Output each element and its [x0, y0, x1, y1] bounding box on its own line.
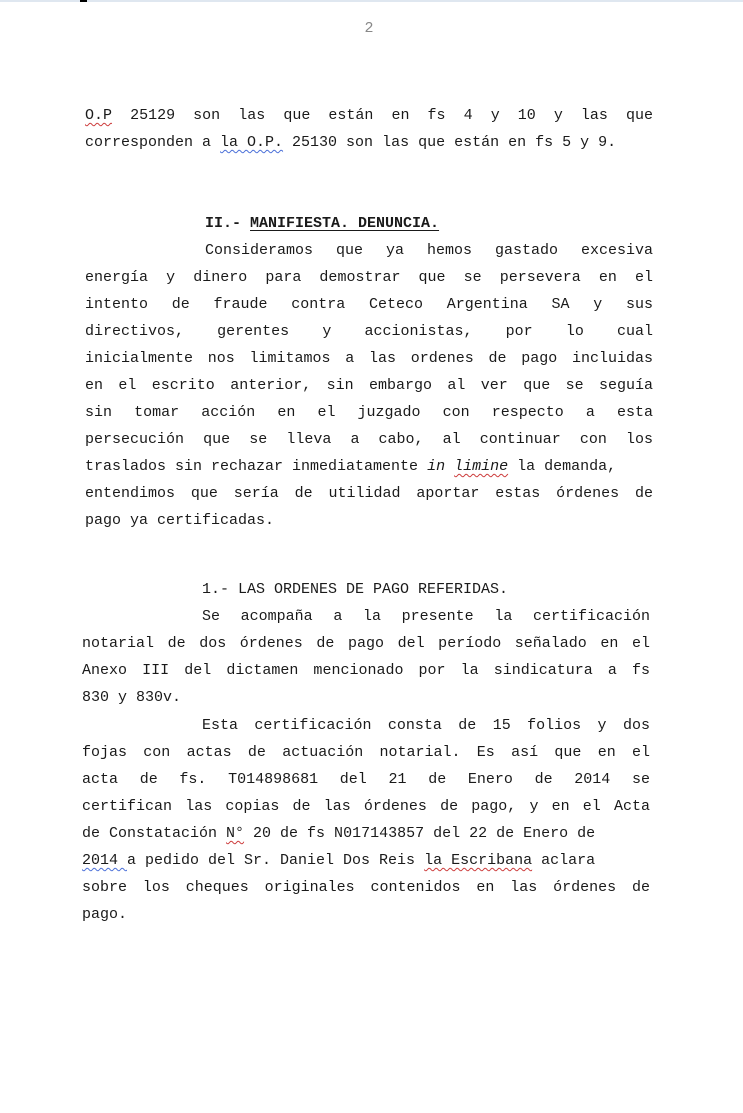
subsection-1-p2-line-4: certifican las copias de las órdenes de pago, y en el Acta: [82, 798, 650, 815]
subsection-1-p1-line-3: Anexo III del dictamen mencionado por la sindicatura a fs: [82, 662, 650, 679]
text-cursor: [80, 0, 87, 2]
page-top-border: [0, 0, 743, 2]
subsection-1-p2-line-5: de Constatación N° 20 de fs N017143857 del 22 de Enero de: [82, 825, 596, 842]
section-ii-line-11: pago ya certificadas.: [85, 512, 275, 529]
para1-line-2: corresponden a la O.P. 25130 son las que están en fs 5 y 9.: [85, 134, 617, 151]
spell-error-limine: limine: [454, 458, 509, 475]
spell-error-escribana: la Escribana: [424, 852, 533, 869]
section-ii-line-9: traslados sin rechazar inmediatamente in limine la demanda,: [85, 458, 617, 475]
spell-error-op: O.P: [85, 107, 113, 124]
subsection-1-p2-line-1: Esta certificación consta de 15 folios y dos: [202, 717, 650, 734]
subsection-1-p2-line-3: acta de fs. T014898681 del 21 de Enero de 2014 se: [82, 771, 650, 788]
subsection-1-p2-line-2: fojas con actas de actuación notarial. Es así que en el: [82, 744, 650, 761]
page-number: 2: [364, 20, 374, 37]
section-ii-line-5: inicialmente nos limitamos a las ordenes de pago incluidas: [85, 350, 653, 367]
subsection-1-p1-line-1: Se acompaña a la presente la certificación: [202, 608, 650, 625]
subsection-1-p2-line-7: sobre los cheques originales contenidos en las órdenes de: [82, 879, 650, 896]
subsection-1-p2-line-6: 2014 a pedido del Sr. Daniel Dos Reis la Escribana aclara: [82, 852, 596, 869]
subsection-1-p2-line-8: pago.: [82, 906, 128, 923]
spell-error-numero: N°: [226, 825, 245, 842]
section-ii-heading: [205, 215, 439, 233]
section-ii-line-10: entendimos que sería de utilidad aportar estas órdenes de: [85, 485, 653, 502]
grammar-flag-la-op: la O.P.: [220, 134, 284, 151]
section-ii-number: II.-: [205, 215, 251, 232]
grammar-flag-2014: 2014: [82, 852, 128, 869]
para1-line-1: O.P 25129 son las que están en fs 4 y 10 y las que: [85, 107, 653, 124]
section-ii-line-3: intento de fraude contra Ceteco Argentina SA y sus: [85, 296, 653, 313]
section-ii-line-7: sin tomar acción en el juzgado con respecto a esta: [85, 404, 653, 421]
subsection-1-p1-line-2: notarial de dos órdenes de pago del período señalado en el: [82, 635, 650, 652]
section-ii-line-6: en el escrito anterior, sin embargo al ver que se seguía: [85, 377, 653, 394]
section-ii-line-4: directivos, gerentes y accionistas, por lo cual: [85, 323, 653, 340]
subsection-1-heading: 1.- LAS ORDENES DE PAGO REFERIDAS.: [202, 581, 509, 598]
section-ii-line-8: persecución que se lleva a cabo, al continuar con los: [85, 431, 653, 448]
subsection-1-p1-line-4: 830 y 830v.: [82, 689, 182, 706]
section-ii-line-1: Consideramos que ya hemos gastado excesiva: [205, 242, 653, 259]
section-ii-title: MANIFIESTA. DENUNCIA.: [250, 215, 440, 232]
section-ii-line-2: energía y dinero para demostrar que se persevera en el: [85, 269, 653, 286]
